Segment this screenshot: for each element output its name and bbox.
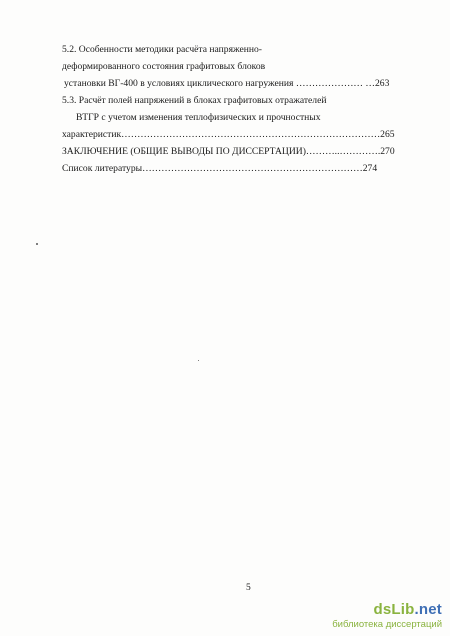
watermark	[312, 601, 442, 631]
toc-entry-5-2-line1: 5.2. Особенности методики расчёта напряженно-	[62, 44, 262, 55]
toc-entry-conclusion: ЗАКЛЮЧЕНИЕ (ОБЩИЕ ВЫВОДЫ ПО ДИССЕРТАЦИИ)………..………….270	[62, 146, 395, 157]
toc-entry-5-2-line2: деформированного состояния графитовых блоков	[62, 61, 266, 72]
scan-speck	[198, 360, 199, 361]
watermark-logo-part2: .net	[414, 601, 442, 618]
scan-speck	[36, 243, 38, 245]
page-number: 5	[246, 583, 251, 593]
toc-entry-5-3-line2: ВТГР с учетом изменения теплофизических и прочностных	[76, 112, 321, 123]
toc-entry-5-2-line3: установки ВГ-400 в условиях циклического нагружения ………………… …263	[64, 78, 390, 89]
toc-entry-5-3-line3: характеристик………………………………………………………………………265	[62, 129, 395, 140]
toc-entry-references: Список литературы……………………………………………………………274	[62, 163, 378, 174]
watermark-logo	[374, 601, 442, 618]
toc-entry-5-3-line1: 5.3. Расчёт полей напряжений в блоках графитовых отражателей	[62, 95, 327, 106]
watermark-subtitle: библиотека диссертаций	[332, 619, 442, 630]
watermark-logo-part1: dsLib	[373, 601, 415, 618]
